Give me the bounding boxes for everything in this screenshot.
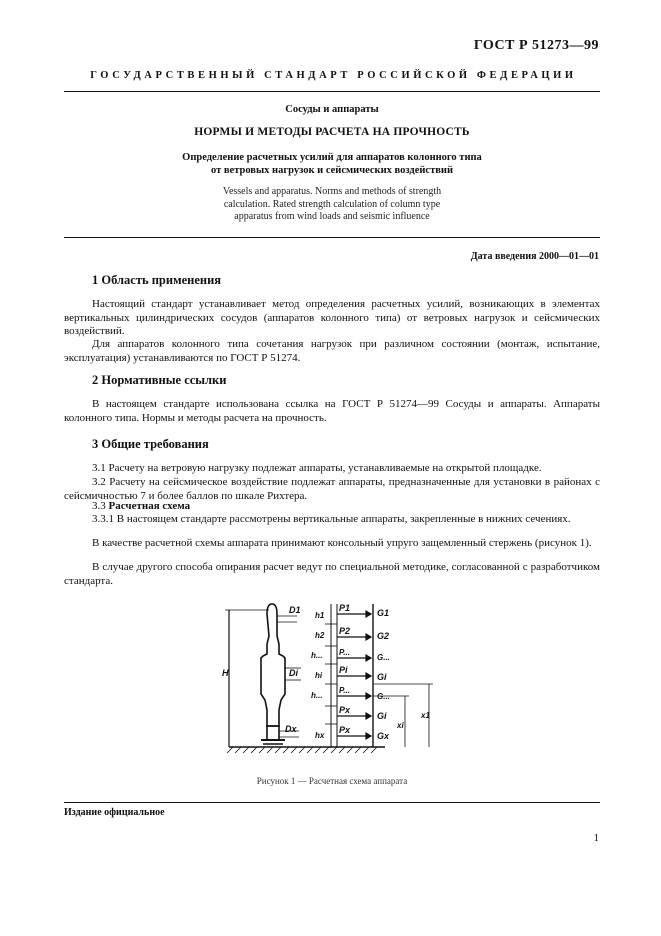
label-p2: P2 xyxy=(339,626,351,636)
label-x1: x1 xyxy=(421,711,430,720)
clause-number: 3.3 xyxy=(92,500,106,512)
label-xi: xi xyxy=(397,721,404,730)
label-p1: P1 xyxy=(339,603,351,613)
label-di: Di xyxy=(289,668,298,678)
introduction-date: Дата введения 2000—01—01 xyxy=(470,251,599,262)
official-edition-note: Издание официальное xyxy=(64,807,165,818)
label-gdots: G... xyxy=(377,692,390,701)
label-hi: hi xyxy=(315,671,323,680)
russian-title-line: от ветровых нагрузок и сейсмических воздействий xyxy=(210,165,454,176)
section-3-paragraph: 3.3.1 В настоящем стандарте рассмотрены вертикальные аппараты, закрепленные в нижних сечениях. xyxy=(92,513,571,525)
english-title xyxy=(64,186,600,224)
section-3-paragraph: 3.1 Расчету на ветровую нагрузку подлежат аппараты, устанавливаемые на открытой площадке. xyxy=(92,462,542,474)
section-2-paragraph: В настоящем стандарте использована ссылка на ГОСТ Р 51274—99 Сосуды и аппараты. Аппараты колонного типа. Нормы и методы расчета на прочность. xyxy=(64,398,600,424)
label-gdots: G... xyxy=(377,653,390,662)
section-3-paragraph: В качестве расчетной схемы аппарата принимают консольный упруго защемленный стержень (рисунок 1). xyxy=(92,537,592,549)
label-gi: Gi xyxy=(377,711,387,721)
label-pdots: P... xyxy=(339,686,350,695)
label-h1: h1 xyxy=(315,611,325,620)
label-hdots: h... xyxy=(311,651,323,660)
section-1-heading: 1 Область применения xyxy=(92,273,222,287)
main-title: НОРМЫ И МЕТОДЫ РАСЧЕТА НА ПРОЧНОСТЬ xyxy=(194,126,470,138)
label-pi: Pi xyxy=(339,665,348,675)
calculation-scheme-figure xyxy=(205,596,455,766)
label-px: Px xyxy=(339,725,351,735)
label-gi: Gi xyxy=(377,672,387,682)
label-px: Px xyxy=(339,705,351,715)
label-h: H xyxy=(222,668,229,678)
russian-title-line: Определение расчетных усилий для аппаратов колонного типа xyxy=(182,152,482,163)
label-h2: h2 xyxy=(315,631,325,640)
clause-title: Расчетная схема xyxy=(108,500,191,512)
label-d1: D1 xyxy=(289,605,301,615)
label-hdots: h... xyxy=(311,691,323,700)
label-pdots: P... xyxy=(339,648,350,657)
subject-title: Сосуды и аппараты xyxy=(285,104,379,115)
section-3-paragraph: 3.2 Расчету на сейсмическое воздействие подлежат аппараты, предназначенные для установки в районах с сейсмичностью 7 и более баллов по шкале Рихтера. xyxy=(64,476,600,502)
russian-title xyxy=(64,151,600,177)
title-rule xyxy=(64,237,600,238)
section-3-heading: 3 Общие требования xyxy=(92,437,209,451)
english-title-line: calculation. Rated strength calculation of column type xyxy=(223,198,441,210)
page-number: 1 xyxy=(593,832,599,844)
label-g1: G1 xyxy=(377,608,390,618)
gost-code: ГОСТ Р 51273—99 xyxy=(473,38,599,53)
english-title-line: Vessels and apparatus. Norms and methods of strength xyxy=(222,186,442,197)
section-1-paragraph: Для аппаратов колонного типа сочетания нагрузок при различном состоянии (монтаж, испытание, эксплуатация) устанавливаются по ГОСТ Р 51274. xyxy=(64,338,600,364)
english-title-line: apparatus from wind loads and seismic influence xyxy=(234,211,430,222)
section-3-subheading xyxy=(64,500,600,514)
label-hx: hx xyxy=(315,731,325,740)
header-rule xyxy=(64,91,600,92)
footer-rule xyxy=(64,802,600,803)
label-g2: G2 xyxy=(377,631,390,641)
section-1-paragraph: Настоящий стандарт устанавливает метод определения расчетных усилий, возникающих в элементах вертикальных цилиндрических сосудов (аппаратов колонного типа) от ветровых нагрузок и сейсмических воздействий. xyxy=(64,298,600,338)
label-dx: Dx xyxy=(285,724,297,734)
state-standard-heading: ГОСУДАРСТВЕННЫЙ СТАНДАРТ РОССИЙСКОЙ ФЕДЕРАЦИИ xyxy=(90,70,577,81)
label-gx: Gx xyxy=(377,731,390,741)
section-3-paragraph: В случае другого способа опирания расчет ведут по специальной методике, согласованной с разработчиком стандарта. xyxy=(64,561,600,587)
section-2-heading: 2 Нормативные ссылки xyxy=(92,373,227,387)
figure-caption: Рисунок 1 — Расчетная схема аппарата xyxy=(256,776,408,786)
